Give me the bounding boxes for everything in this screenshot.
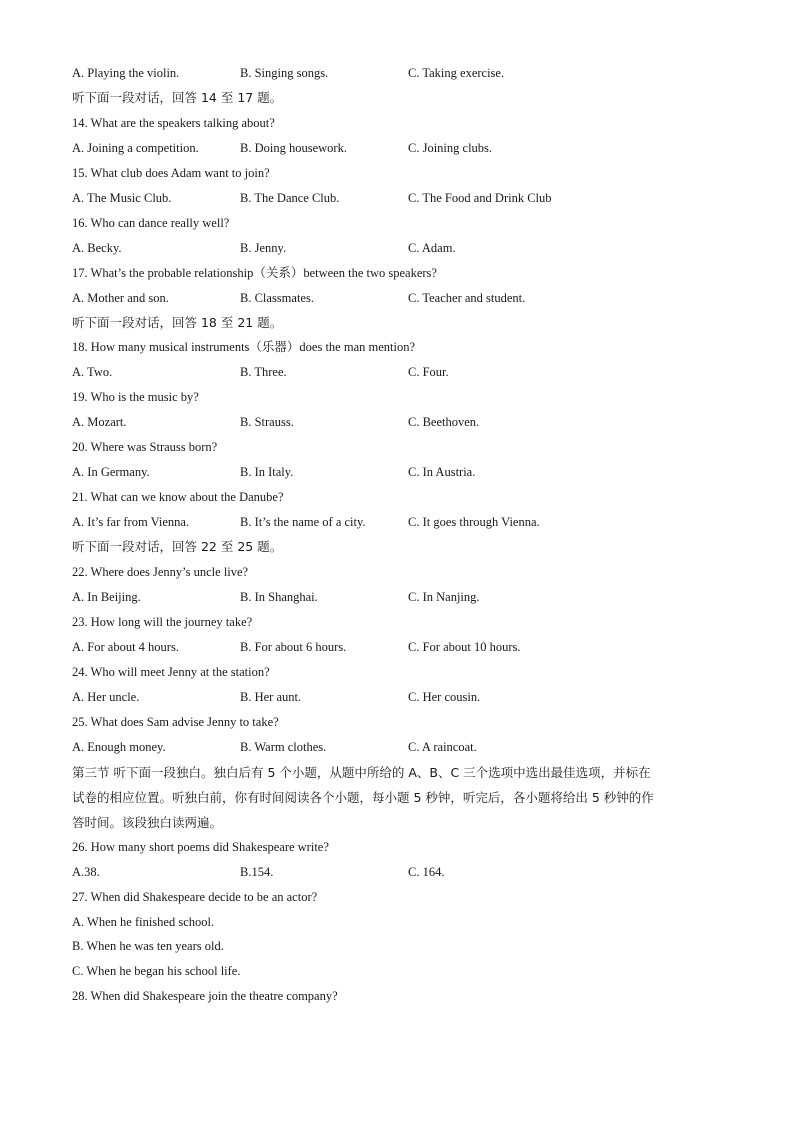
option-a: A. Joining a competition. — [72, 140, 199, 155]
options-row — [72, 639, 732, 655]
question-line: 19. Who is the music by? — [72, 390, 199, 405]
question-line: B. When he was ten years old. — [72, 939, 224, 954]
question-line: 15. What club does Adam want to join? — [72, 165, 270, 180]
option-c: C. 164. — [408, 864, 445, 879]
option-b: B. Her aunt. — [240, 689, 302, 704]
option-b: B. It’s the name of a city. — [240, 515, 366, 530]
option-a: A. The Music Club. — [72, 190, 172, 205]
option-c: C. In Nanjing. — [408, 589, 480, 604]
question-line: 27. When did Shakespeare decide to be an actor? — [72, 889, 318, 904]
options-row — [72, 290, 732, 306]
option-b: B. Three. — [240, 365, 287, 380]
option-c: C. Teacher and student. — [408, 290, 526, 305]
option-b: B. Doing housework. — [240, 140, 347, 155]
options-row — [72, 65, 732, 81]
question-line: 24. Who will meet Jenny at the station? — [72, 664, 270, 679]
option-b: B.154. — [240, 864, 274, 879]
option-b: B. Classmates. — [240, 290, 314, 305]
option-b: B. Singing songs. — [240, 66, 329, 80]
option-b: B. The Dance Club. — [240, 190, 340, 205]
section3-instruction: 试卷的相应位置。听独白前，你有时间阅读各个小题，每小题 5 秒钟，听完后，各小题将给出 5 秒钟的作 — [72, 790, 654, 805]
question-line: A. When he finished school. — [72, 914, 215, 929]
options-row — [72, 864, 732, 880]
question-line: 25. What does Sam advise Jenny to take? — [72, 714, 279, 729]
option-a: A. Enough money. — [72, 739, 166, 754]
option-a: A. For about 4 hours. — [72, 639, 179, 654]
option-c: C. In Austria. — [408, 465, 476, 480]
question-line: 20. Where was Strauss born? — [72, 440, 218, 455]
option-a: A. Mozart. — [72, 415, 127, 430]
option-c: C. It goes through Vienna. — [408, 515, 540, 530]
option-a: A.38. — [72, 864, 100, 879]
section-instruction: 听下面一段对话，回答 22 至 25 题。 — [72, 539, 283, 555]
options-row — [72, 364, 732, 380]
option-b: B. For about 6 hours. — [240, 639, 347, 654]
option-c: C. Joining clubs. — [408, 140, 493, 155]
options-row — [72, 589, 732, 605]
option-b: B. Strauss. — [240, 415, 294, 430]
options-row — [72, 464, 732, 480]
option-a: A. Becky. — [72, 240, 122, 255]
option-a: A. In Beijing. — [72, 589, 141, 604]
question-line: 14. What are the speakers talking about? — [72, 115, 275, 130]
option-c: C. Taking exercise. — [408, 66, 505, 80]
option-c: C. Her cousin. — [408, 689, 481, 704]
option-b: B. Jenny. — [240, 240, 287, 255]
options-row — [72, 190, 732, 206]
question-line: 16. Who can dance really well? — [72, 215, 230, 230]
option-a: A. Her uncle. — [72, 689, 140, 704]
option-c: C. A raincoat. — [408, 739, 477, 754]
options-row — [72, 739, 732, 755]
option-c: C. Beethoven. — [408, 415, 480, 430]
option-a: A. Playing the violin. — [72, 66, 180, 80]
option-a: A. In Germany. — [72, 465, 150, 480]
option-b: B. In Shanghai. — [240, 589, 318, 604]
options-row — [72, 240, 732, 256]
question-line: 26. How many short poems did Shakespeare write? — [72, 840, 329, 854]
option-a: A. Two. — [72, 365, 113, 380]
option-c: C. The Food and Drink Club — [408, 190, 552, 205]
option-a: A. Mother and son. — [72, 290, 169, 305]
options-row — [72, 140, 732, 156]
section-instruction: 听下面一段对话，回答 14 至 17 题。 — [72, 89, 283, 105]
question-line: 18. How many musical instruments（乐器）does the man mention? — [72, 340, 416, 355]
section3-instruction: 第三节 听下面一段独白。独白后有 5 个小题，从题中所给的 A、B、C 三个选项中选出最佳选项，并标在 — [72, 765, 651, 780]
option-b: B. Warm clothes. — [240, 739, 327, 754]
options-row — [72, 689, 732, 705]
question-line: 22. Where does Jenny’s uncle live? — [72, 565, 249, 579]
question-line: 23. How long will the journey take? — [72, 614, 253, 629]
option-a: A. It’s far from Vienna. — [72, 515, 190, 530]
option-c: C. For about 10 hours. — [408, 639, 521, 654]
question-line: C. When he began his school life. — [72, 964, 241, 979]
option-b: B. In Italy. — [240, 465, 294, 480]
section3-instruction: 答时间。该段独白读两遍。 — [72, 815, 223, 830]
option-c: C. Adam. — [408, 240, 456, 255]
question-line: 21. What can we know about the Danube? — [72, 490, 284, 505]
question-line: 28. When did Shakespeare join the theatre company? — [72, 989, 338, 1004]
options-row — [72, 514, 732, 530]
question-line: 17. What’s the probable relationship（关系）between the two speakers? — [72, 265, 437, 280]
options-row — [72, 414, 732, 430]
section-instruction: 听下面一段对话，回答 18 至 21 题。 — [72, 314, 283, 330]
option-c: C. Four. — [408, 365, 449, 380]
